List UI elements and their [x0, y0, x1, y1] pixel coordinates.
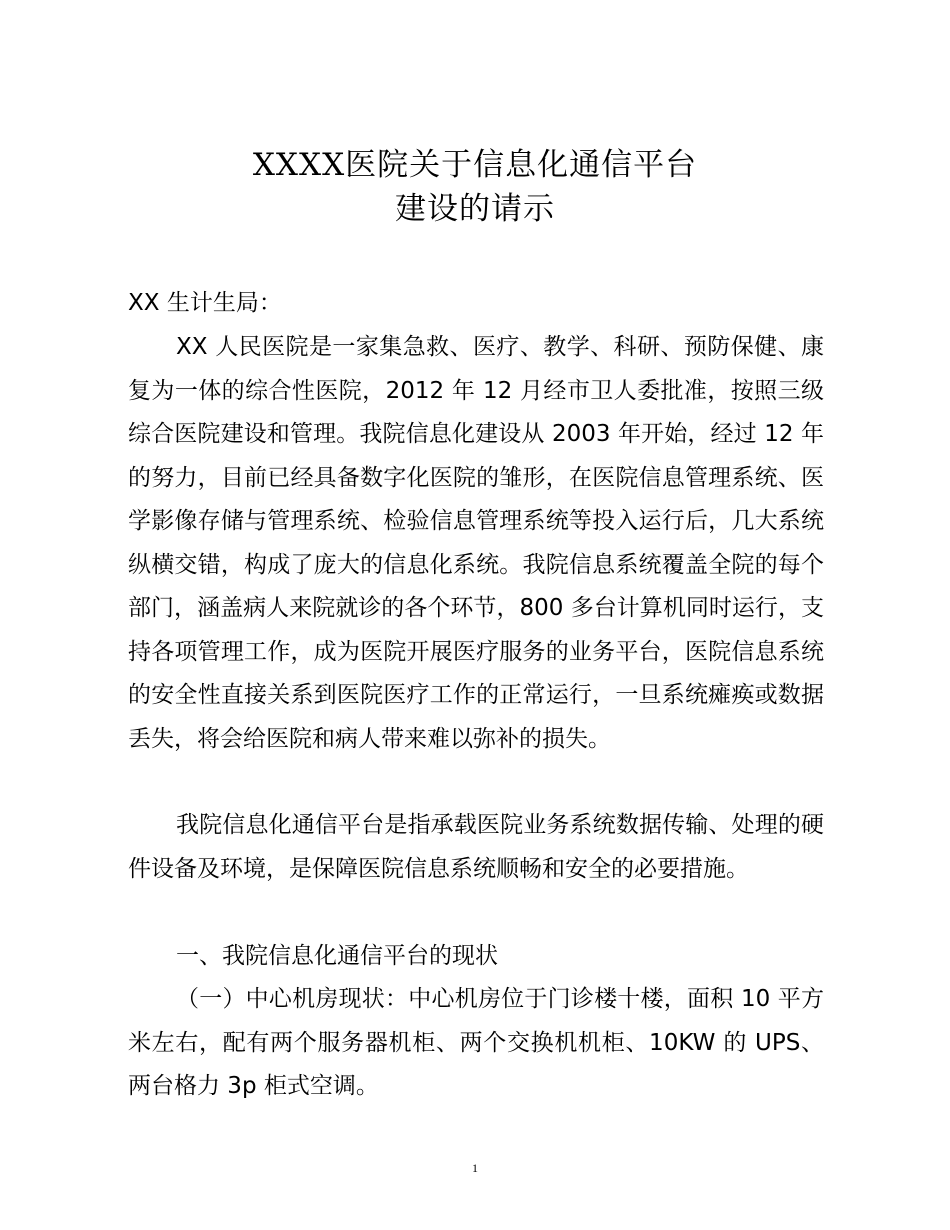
paragraph-data-center-status: （一）中心机房现状：中心机房位于门诊楼十楼，面积 10 平方米左右，配有两个服务器机柜、两个交换机机柜、10KW 的 UPS、两台格力 3p 柜式空调。	[128, 986, 824, 1099]
paragraph-platform-definition: 我院信息化通信平台是指承载医院业务系统数据传输、处理的硬件设备及环境，是保障医院信息系统顺畅和安全的必要措施。	[128, 812, 824, 882]
document-title-line-2: 建设的请示	[395, 191, 555, 227]
document-title-line-1: XXXX医院关于信息化通信平台	[252, 147, 698, 183]
section-heading-current-status: 一、我院信息化通信平台的现状	[176, 943, 498, 969]
salutation: XX 生计生局：	[128, 290, 282, 316]
paragraph-hospital-overview: XX 人民医院是一家集急救、医疗、教学、科研、预防保健、康复为一体的综合性医院，2012 年 12 月经市卫人委批准，按照三级综合医院建设和管理。我院信息化建设从 2003 年开始，经过 12 年的努力，目前已经具备数字化医院的雏形，在医院信息管理系统、医学影像存储与管理系统、检验信息管理系统等投入运行后，几大系统纵横交错，构成了庞大的信息化系统。我院信息系统覆盖全院的每个部门，涵盖病人来院就诊的各个环节，800 多台计算机同时运行，支持各项管理工作，成为医院开展医疗服务的业务平台，医院信息系统的安全性直接关系到医院医疗工作的正常运行，一旦系统瘫痪或数据丢失，将会给医院和病人带来难以弥补的损失。	[128, 334, 824, 752]
page-number: 1	[472, 1161, 478, 1175]
